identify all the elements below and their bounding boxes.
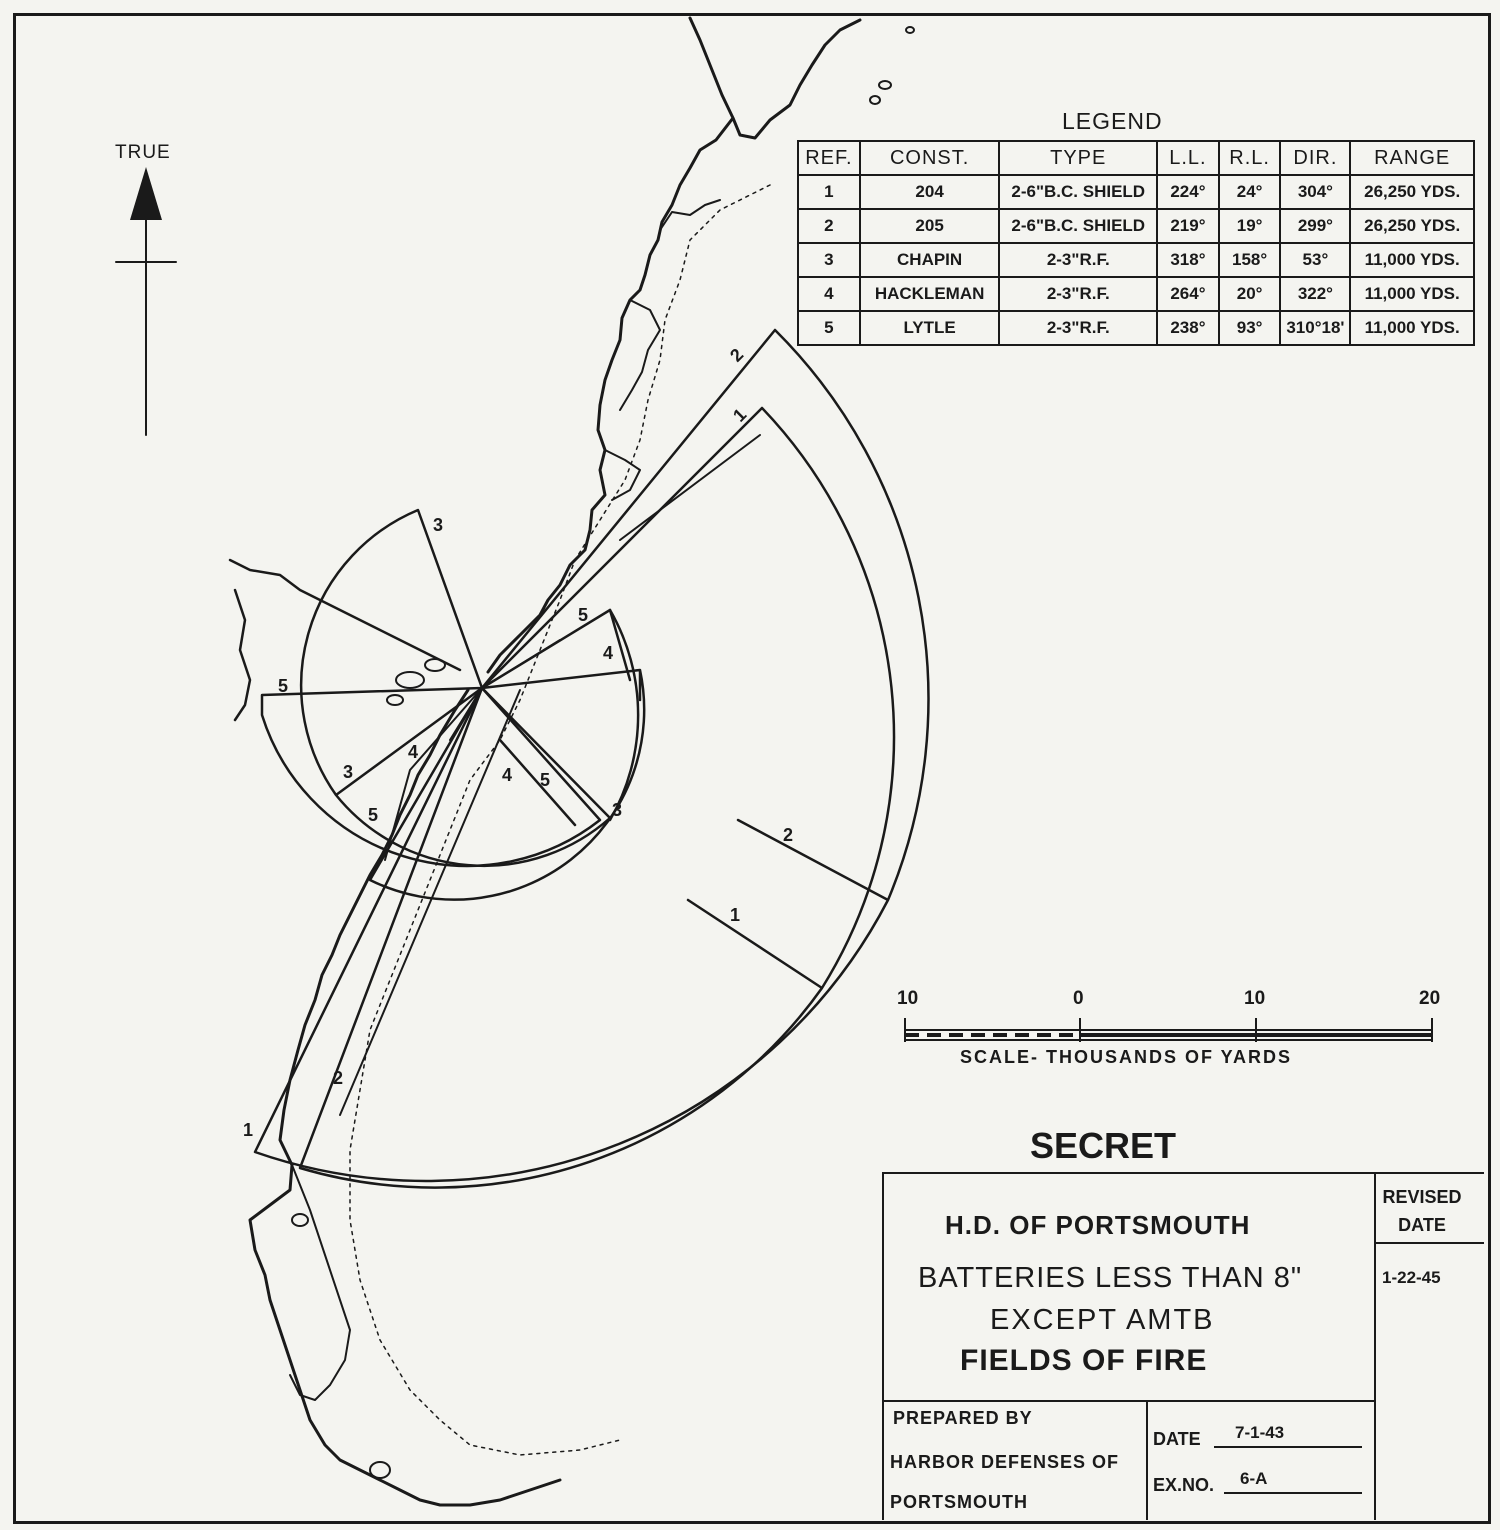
legend-header-cell: L.L.: [1157, 141, 1219, 175]
legend-title: LEGEND: [1062, 108, 1163, 134]
legend-cell: 26,250 YDS.: [1350, 209, 1474, 243]
legend-cell: CHAPIN: [860, 243, 1000, 277]
scale-tick-label: 10: [1244, 988, 1266, 1009]
field-label-5: 5: [278, 676, 289, 696]
field-label-2: 2: [726, 344, 748, 366]
field-label-2: 2: [783, 825, 794, 845]
title-block-divider: [1374, 1174, 1376, 1520]
field-of-fire-2: [255, 330, 928, 1181]
legend-header-row: [798, 141, 1474, 175]
legend-cell: 2-3"R.F.: [999, 277, 1157, 311]
map-subtitle-1: BATTERIES LESS THAN 8": [918, 1262, 1303, 1294]
legend-cell: 310°18': [1280, 311, 1350, 345]
revised-date-value: 1-22-45: [1382, 1268, 1441, 1287]
command-title: H.D. OF PORTSMOUTH: [945, 1210, 1251, 1240]
depth-contour: [350, 185, 770, 1455]
legend-cell: 1: [798, 175, 860, 209]
legend-table: [797, 140, 1475, 346]
scale-tick-label: 20: [1419, 988, 1441, 1009]
legend-cell: 11,000 YDS.: [1350, 311, 1474, 345]
legend-cell: 2: [798, 209, 860, 243]
legend-header-cell: CONST.: [860, 141, 1000, 175]
coastline-shore-detail: [605, 200, 720, 500]
scale-tick-label: 0: [1073, 988, 1084, 1009]
legend-cell: 219°: [1157, 209, 1219, 243]
field-label-5: 5: [540, 770, 551, 790]
field-label-5: 5: [578, 605, 589, 625]
legend-cell: 26,250 YDS.: [1350, 175, 1474, 209]
legend-cell: 224°: [1157, 175, 1219, 209]
field-label-1: 1: [729, 404, 751, 426]
map-subtitle-3: FIELDS OF FIRE: [960, 1344, 1208, 1377]
legend-row: [798, 209, 1474, 243]
legend-header-cell: TYPE: [999, 141, 1157, 175]
field-label-3: 3: [433, 515, 444, 535]
legend-cell: 53°: [1280, 243, 1350, 277]
title-block-divider: [1374, 1242, 1484, 1244]
legend-cell: 20°: [1219, 277, 1281, 311]
legend-header-cell: DIR.: [1280, 141, 1350, 175]
north-arrow-label: TRUE: [115, 142, 171, 163]
field-label-4: 4: [408, 742, 419, 762]
legend-row: [798, 243, 1474, 277]
legend-row: [798, 277, 1474, 311]
field-label-1: 1: [243, 1120, 254, 1140]
legend-cell: 11,000 YDS.: [1350, 243, 1474, 277]
map-subtitle-2: EXCEPT AMTB: [990, 1304, 1215, 1336]
legend-cell: 2-3"R.F.: [999, 311, 1157, 345]
legend-row: [798, 175, 1474, 209]
date-label: DATE: [1153, 1429, 1201, 1449]
title-block-divider: [1146, 1400, 1148, 1520]
legend-cell: 238°: [1157, 311, 1219, 345]
prepared-by-line-1: HARBOR DEFENSES OF: [890, 1452, 1120, 1472]
legend-cell: 2-6"B.C. SHIELD: [999, 175, 1157, 209]
revised-date-label: REVISED DATE: [1382, 1187, 1462, 1235]
field-of-fire-5: [262, 610, 630, 866]
scale-caption: SCALE- THOUSANDS OF YARDS: [960, 1047, 1293, 1067]
legend-cell: 264°: [1157, 277, 1219, 311]
field-label-4: 4: [502, 765, 513, 785]
field-label-3: 3: [612, 800, 623, 820]
legend-cell: 11,000 YDS.: [1350, 277, 1474, 311]
prepared-by-label: PREPARED BY: [893, 1408, 1033, 1428]
date-value: 7-1-43: [1235, 1423, 1285, 1442]
legend-cell: 24°: [1219, 175, 1281, 209]
field-label-3: 3: [343, 762, 354, 782]
exhibit-number-label: EX.NO.: [1153, 1475, 1215, 1495]
legend-cell: 304°: [1280, 175, 1350, 209]
exhibit-number-value: 6-A: [1240, 1469, 1268, 1488]
field-label-2: 2: [333, 1068, 344, 1088]
legend-cell: LYTLE: [860, 311, 1000, 345]
legend-cell: 3: [798, 243, 860, 277]
legend-header-cell: REF.: [798, 141, 860, 175]
field-label-5: 5: [368, 805, 379, 825]
legend-cell: 299°: [1280, 209, 1350, 243]
legend-cell: 2-3"R.F.: [999, 243, 1157, 277]
field-of-fire-5-outer: [610, 610, 638, 820]
legend-cell: 93°: [1219, 311, 1281, 345]
north-arrow-icon: [130, 167, 162, 220]
exno-underline: [1224, 1492, 1362, 1494]
legend-header-cell: R.L.: [1219, 141, 1281, 175]
legend-cell: 5: [798, 311, 860, 345]
legend-cell: 322°: [1280, 277, 1350, 311]
legend-cell: 205: [860, 209, 1000, 243]
legend-cell: HACKLEMAN: [860, 277, 1000, 311]
legend-cell: 4: [798, 277, 860, 311]
legend-row: [798, 311, 1474, 345]
field-label-1: 1: [730, 905, 741, 925]
scale-bar: [905, 1018, 1432, 1042]
classification-label: SECRET: [1030, 1125, 1177, 1166]
legend-cell: 2-6"B.C. SHIELD: [999, 209, 1157, 243]
coastline-south-inlet: [290, 1165, 350, 1400]
legend-cell: 19°: [1219, 209, 1281, 243]
date-underline: [1214, 1446, 1362, 1448]
legend-header-cell: RANGE: [1350, 141, 1474, 175]
scale-tick-label: 10: [897, 988, 919, 1009]
legend-cell: 204: [860, 175, 1000, 209]
title-block-divider: [884, 1400, 1374, 1402]
field-label-4: 4: [603, 643, 614, 663]
prepared-by-line-2: PORTSMOUTH: [890, 1492, 1028, 1512]
legend-cell: 158°: [1219, 243, 1281, 277]
legend-cell: 318°: [1157, 243, 1219, 277]
